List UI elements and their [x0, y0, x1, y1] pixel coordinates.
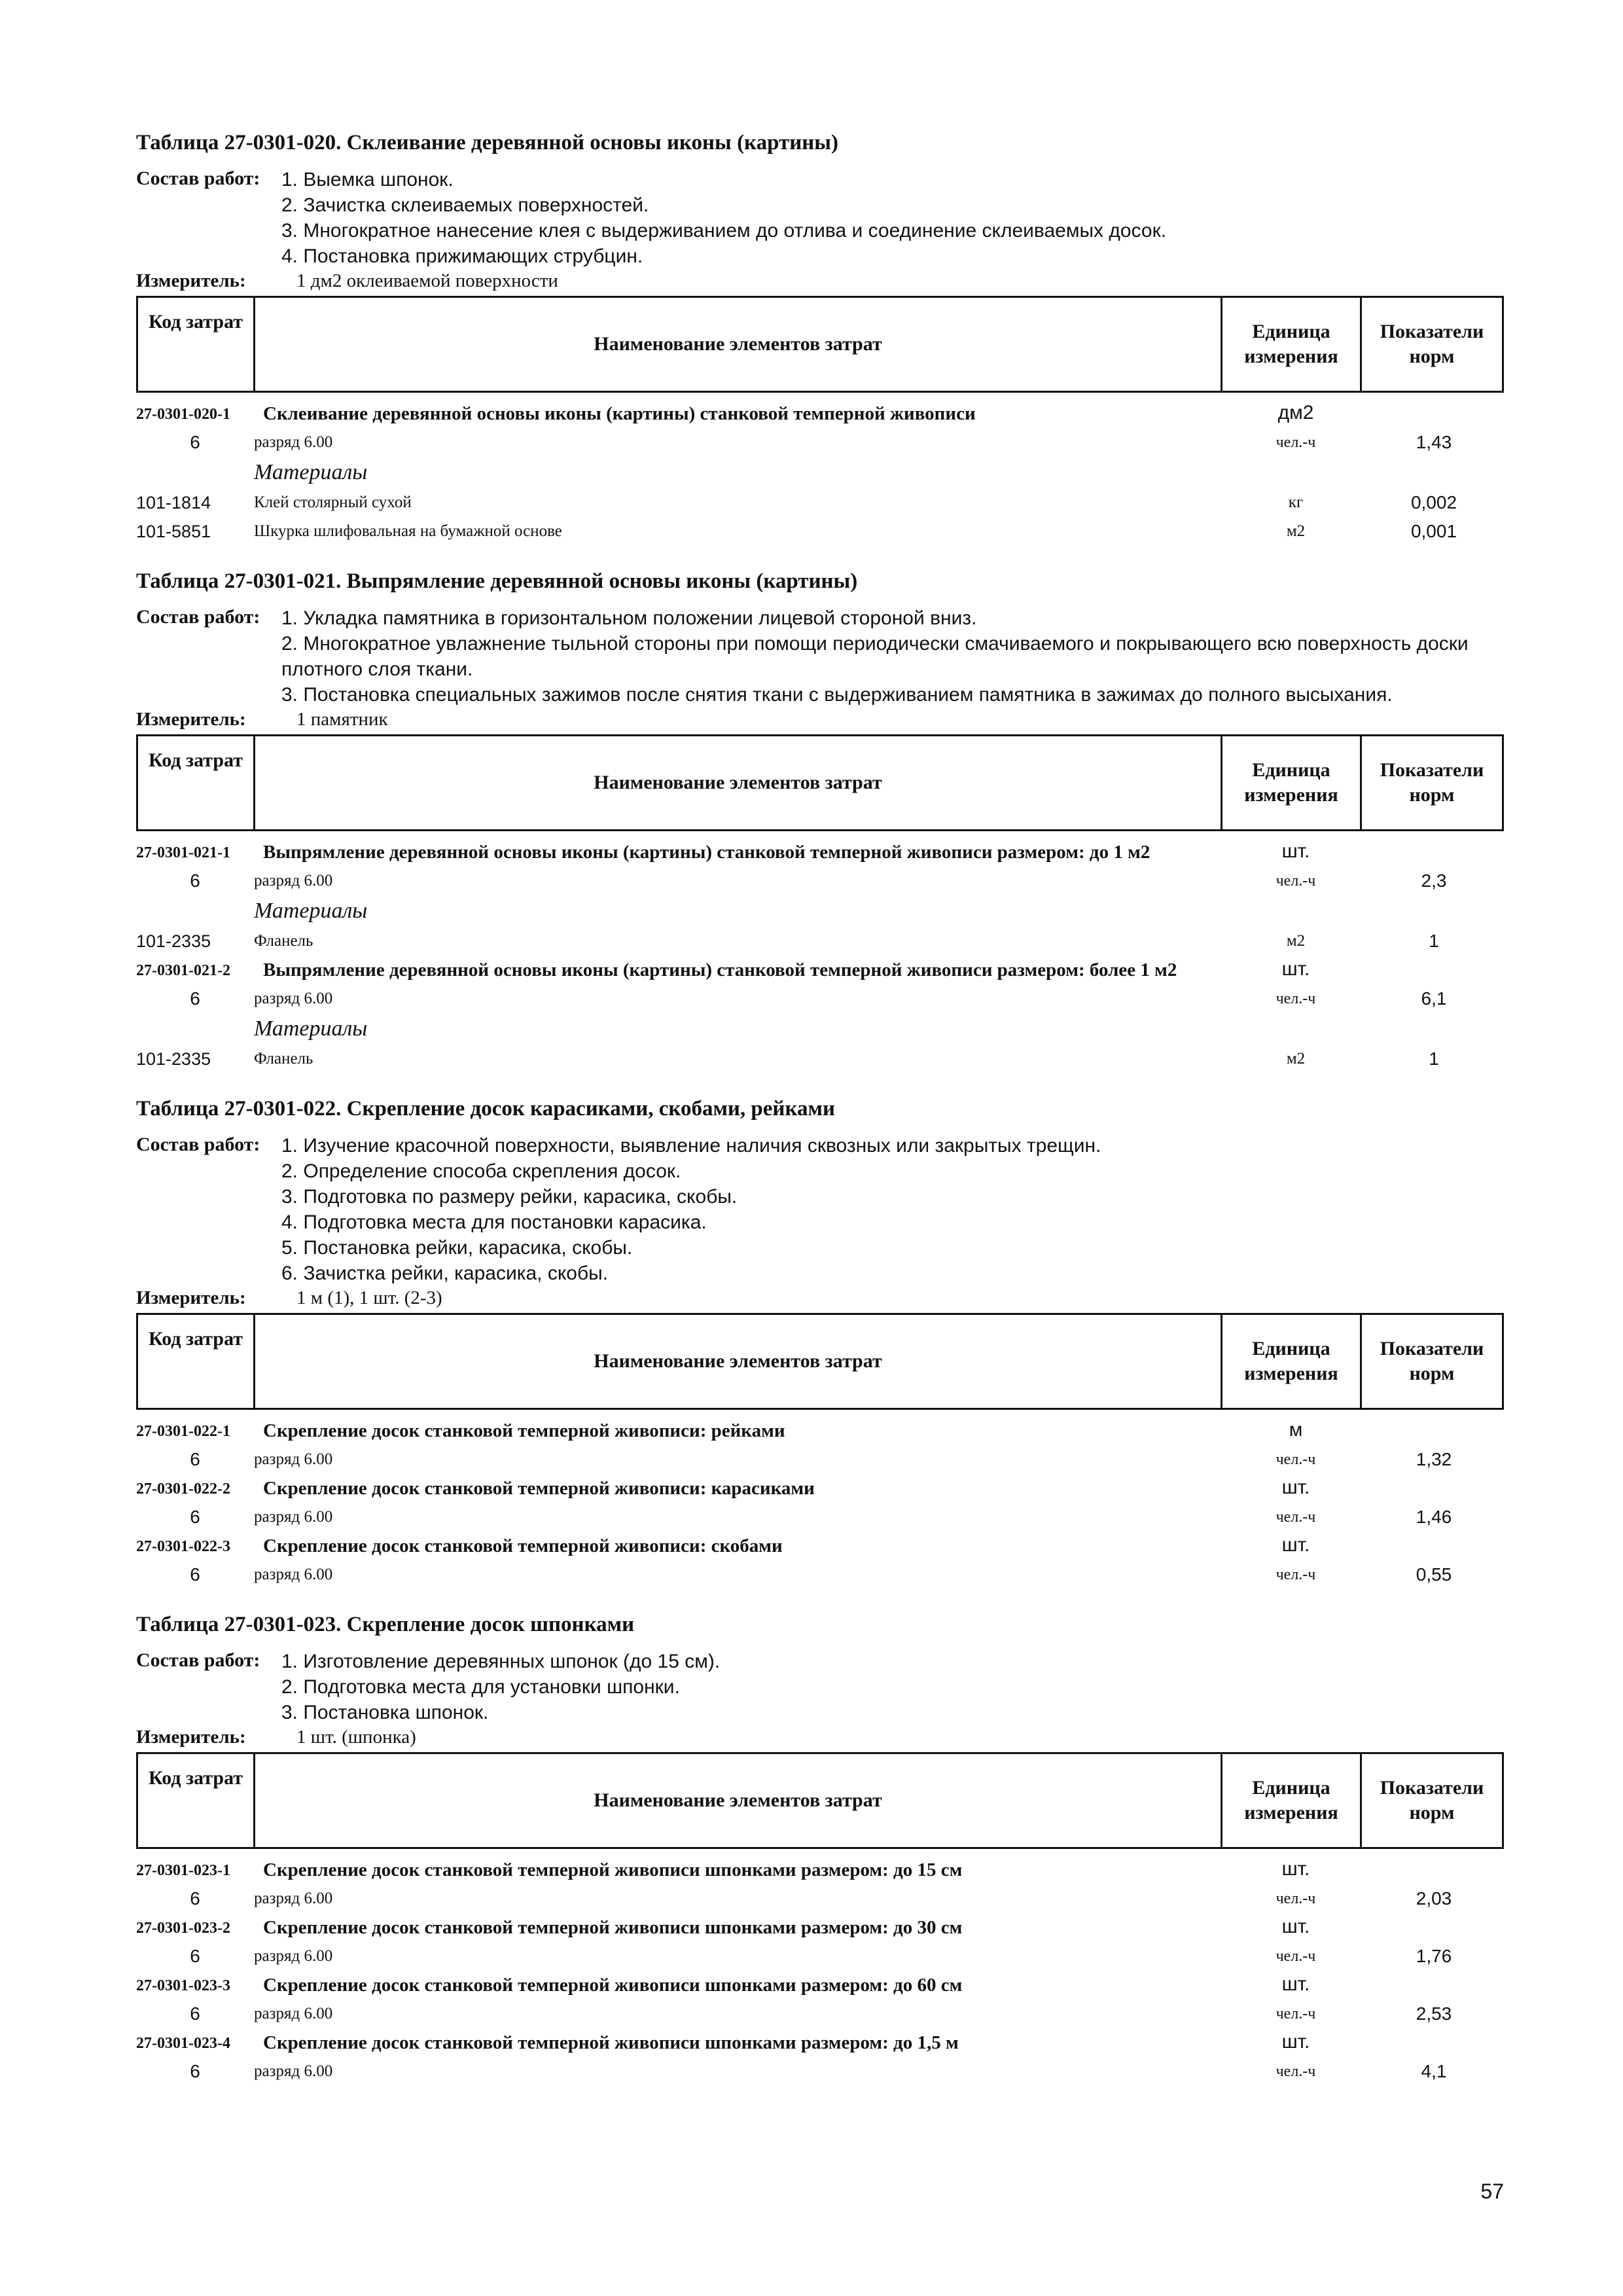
row-name: Клей столярный сухой — [254, 493, 412, 511]
row-name: разряд 6.00 — [254, 872, 333, 889]
row-name: разряд 6.00 — [254, 990, 333, 1007]
table-row — [136, 1013, 1504, 1045]
row-name: Материалы — [254, 899, 368, 923]
work-list — [281, 1649, 1504, 1725]
row-name: Фланель — [254, 932, 313, 950]
table-header — [136, 296, 1504, 393]
row-value: 6,1 — [1421, 988, 1447, 1009]
row-unit: шт. — [1281, 1973, 1310, 1995]
measure-row — [136, 709, 1504, 730]
row-value: 1 — [1429, 1049, 1439, 1069]
row-code: 6 — [190, 1449, 200, 1469]
row-code: 6 — [190, 2061, 200, 2081]
work-composition — [136, 1649, 1504, 1725]
table-row — [136, 867, 1504, 895]
table-row — [136, 2031, 1504, 2054]
row-unit: шт. — [1281, 1916, 1310, 1937]
work-item: 3. Многократное нанесение клея с выдерживанием до отлива и соединение склеиваемых досок. — [281, 220, 1167, 242]
measure-value: 1 м (1), 1 шт. (2-3) — [296, 1287, 442, 1308]
header-code: Код затрат — [148, 1767, 243, 1789]
table-row — [136, 895, 1504, 927]
header-value: Показатели норм — [1360, 1315, 1502, 1408]
row-unit: чел.-ч — [1275, 433, 1316, 451]
row-unit: м — [1289, 1419, 1303, 1441]
row-name: Материалы — [254, 460, 368, 484]
row-code: 6 — [190, 870, 200, 891]
work-item: 6. Зачистка рейки, карасика, скобы. — [281, 1263, 609, 1284]
row-code: 6 — [190, 1888, 200, 1909]
row-code — [136, 471, 254, 475]
row-code: 101-2335 — [136, 931, 211, 951]
row-value: 0,002 — [1410, 492, 1457, 512]
row-name: Шкурка шлифовальная на бумажной основе — [254, 522, 562, 540]
row-code: 6 — [190, 1564, 200, 1585]
work-list — [281, 605, 1504, 708]
row-unit: чел.-ч — [1275, 1508, 1316, 1526]
row-name: Склеивание деревянной основы иконы (картины) станковой темперной живописи — [263, 403, 976, 424]
row-unit: кг — [1288, 493, 1304, 511]
row-name: Скрепление досок станковой темперной живописи шпонками размером: до 30 см — [263, 1917, 963, 1938]
row-code: 27-0301-021-1 — [136, 844, 230, 861]
work-list — [281, 167, 1504, 269]
header-unit: Единица измерения — [1221, 1754, 1360, 1847]
table-row — [136, 402, 1504, 425]
row-code: 27-0301-020-1 — [136, 406, 230, 423]
header-name: Наименование элементов затрат — [253, 1315, 1221, 1408]
row-name: разряд 6.00 — [254, 1450, 333, 1468]
row-code — [136, 1027, 254, 1031]
work-list — [281, 1133, 1504, 1286]
measure-row — [136, 270, 1504, 292]
table-row — [136, 457, 1504, 488]
row-unit: шт. — [1281, 1858, 1310, 1880]
row-name: Скрепление досок станковой темперной живописи шпонками размером: до 1,5 м — [263, 2032, 959, 2053]
row-unit: м2 — [1286, 1050, 1306, 1067]
row-code: 6 — [190, 988, 200, 1009]
measure-row — [136, 1727, 1504, 1748]
header-code: Код затрат — [148, 749, 243, 771]
row-code: 6 — [190, 2003, 200, 2024]
row-unit: шт. — [1281, 958, 1310, 980]
table-row — [136, 1045, 1504, 1073]
work-label: Состав работ: — [136, 1649, 260, 1671]
measure-value: 1 дм2 оклеиваемой поверхности — [296, 270, 558, 291]
work-item: 2. Многократное увлажнение тыльной стороны при помощи периодически смачиваемого и покрывающего всю поверхность доски плотного слоя ткани. — [281, 633, 1469, 680]
table-header — [136, 1313, 1504, 1410]
header-value: Показатели норм — [1360, 1754, 1502, 1847]
row-unit: чел.-ч — [1275, 872, 1316, 889]
table-title: Таблица 27-0301-022. Скрепление досок карасиками, скобами, рейками — [136, 1097, 835, 1121]
row-code: 27-0301-022-3 — [136, 1538, 230, 1555]
row-value: 0,001 — [1410, 521, 1457, 541]
row-code: 6 — [190, 432, 200, 452]
work-item: 2. Зачистка склеиваемых поверхностей. — [281, 194, 649, 216]
row-name: Выпрямление деревянной основы иконы (картины) станковой темперной живописи размером: более 1 м2 — [263, 960, 1177, 980]
table-row — [136, 488, 1504, 517]
document-page — [136, 131, 1504, 2109]
row-code: 27-0301-023-1 — [136, 1862, 230, 1879]
table-title: Таблица 27-0301-020. Склеивание деревянной основы иконы (картины) — [136, 131, 838, 154]
row-unit: чел.-ч — [1275, 1890, 1316, 1907]
measure-label: Измеритель: — [136, 1727, 246, 1748]
row-value: 1 — [1429, 931, 1439, 951]
row-value: 2,3 — [1421, 870, 1447, 891]
table-section — [136, 1613, 1504, 2086]
work-composition — [136, 167, 1504, 269]
row-value: 1,46 — [1416, 1507, 1452, 1527]
row-name: Скрепление досок станковой темперной живописи: карасиками — [263, 1478, 815, 1499]
work-item: 3. Постановка шпонок. — [281, 1702, 489, 1723]
row-code: 101-5851 — [136, 521, 211, 541]
work-item: 1. Укладка памятника в горизонтальном положении лицевой стороной вниз. — [281, 607, 977, 629]
row-name: Выпрямление деревянной основы иконы (картины) станковой темперной живописи размером: до 1 м2 — [263, 842, 1150, 863]
table-row — [136, 927, 1504, 956]
header-name: Наименование элементов затрат — [253, 736, 1221, 829]
table-row — [136, 1973, 1504, 1997]
row-unit: чел.-ч — [1275, 1450, 1316, 1468]
work-label: Состав работ: — [136, 168, 260, 189]
row-unit: чел.-ч — [1275, 1947, 1316, 1965]
table-row — [136, 1560, 1504, 1589]
row-unit: чел.-ч — [1275, 2062, 1316, 2080]
table-row — [136, 984, 1504, 1013]
row-value: 1,76 — [1416, 1946, 1452, 1966]
row-name: Материалы — [254, 1016, 368, 1041]
row-value: 2,03 — [1416, 1888, 1452, 1909]
table-row — [136, 1858, 1504, 1882]
work-item: 3. Постановка специальных зажимов после снятия ткани с выдерживанием памятника в зажимах до полного высыхания. — [281, 684, 1393, 706]
table-row — [136, 428, 1504, 457]
table-row — [136, 1942, 1504, 1971]
table-row — [136, 2000, 1504, 2028]
header-unit: Единица измерения — [1221, 736, 1360, 829]
work-composition — [136, 1133, 1504, 1286]
header-code: Код затрат — [148, 311, 243, 332]
table-row — [136, 1503, 1504, 1532]
row-name: разряд 6.00 — [254, 1890, 333, 1907]
row-name: Скрепление досок станковой темперной живописи шпонками размером: до 60 см — [263, 1975, 963, 1996]
work-item: 4. Подготовка места для постановки карасика. — [281, 1211, 707, 1233]
work-composition — [136, 605, 1504, 708]
table-section — [136, 1097, 1504, 1589]
row-code: 27-0301-023-2 — [136, 1920, 230, 1937]
row-code: 101-1814 — [136, 492, 211, 512]
table-title: Таблица 27-0301-023. Скрепление досок шпонками — [136, 1613, 635, 1636]
measure-value: 1 шт. (шпонка) — [296, 1727, 416, 1748]
row-name: разряд 6.00 — [254, 2062, 333, 2080]
table-row — [136, 2057, 1504, 2086]
table-section — [136, 131, 1504, 546]
row-code: 27-0301-022-1 — [136, 1423, 230, 1440]
row-code: 27-0301-023-4 — [136, 2035, 230, 2052]
table-header — [136, 734, 1504, 831]
table-header — [136, 1752, 1504, 1849]
row-code: 27-0301-022-2 — [136, 1480, 230, 1498]
header-value: Показатели норм — [1360, 736, 1502, 829]
header-unit: Единица измерения — [1221, 298, 1360, 391]
measure-label: Измеритель: — [136, 709, 246, 730]
work-item: 5. Постановка рейки, карасика, скобы. — [281, 1237, 633, 1259]
table-row — [136, 517, 1504, 546]
row-unit: чел.-ч — [1275, 1566, 1316, 1583]
work-item: 1. Изучение красочной поверхности, выявление наличия сквозных или закрытых трещин. — [281, 1135, 1101, 1157]
header-name: Наименование элементов затрат — [253, 1754, 1221, 1847]
measure-label: Измеритель: — [136, 270, 246, 291]
row-name: разряд 6.00 — [254, 1947, 333, 1965]
measure-value: 1 памятник — [296, 709, 388, 730]
row-value: 1,43 — [1416, 432, 1452, 452]
row-name: разряд 6.00 — [254, 1566, 333, 1583]
row-code: 27-0301-021-2 — [136, 962, 230, 979]
row-code: 6 — [190, 1507, 200, 1527]
page-number: 57 — [1480, 2179, 1504, 2203]
row-name: Скрепление досок станковой темперной живописи: рейками — [263, 1420, 785, 1441]
table-row — [136, 1916, 1504, 1939]
row-name: Фланель — [254, 1050, 313, 1067]
row-value: 4,1 — [1421, 2061, 1447, 2081]
table-row — [136, 1419, 1504, 1443]
row-unit: дм2 — [1277, 402, 1314, 423]
row-unit: шт. — [1281, 1534, 1310, 1556]
row-code: 6 — [190, 1946, 200, 1966]
row-value: 1,32 — [1416, 1449, 1452, 1469]
work-item: 4. Постановка прижимающих струбцин. — [281, 245, 643, 267]
table-row — [136, 1477, 1504, 1500]
work-item: 2. Определение способа скрепления досок. — [281, 1160, 681, 1182]
row-code: 27-0301-023-3 — [136, 1977, 230, 1994]
row-name: разряд 6.00 — [254, 433, 333, 451]
row-unit: м2 — [1286, 522, 1306, 540]
work-item: 1. Выемка шпонок. — [281, 169, 454, 190]
row-name: разряд 6.00 — [254, 2005, 333, 2022]
row-code — [136, 909, 254, 913]
table-row — [136, 958, 1504, 982]
measure-row — [136, 1287, 1504, 1309]
table-row — [136, 1884, 1504, 1913]
row-unit: чел.-ч — [1275, 2005, 1316, 2022]
header-value: Показатели норм — [1360, 298, 1502, 391]
row-value: 0,55 — [1416, 1564, 1452, 1585]
work-label: Состав работ: — [136, 1134, 260, 1155]
work-label: Состав работ: — [136, 606, 260, 628]
row-name: Скрепление досок станковой темперной живописи шпонками размером: до 15 см — [263, 1859, 963, 1880]
table-section — [136, 569, 1504, 1073]
header-name: Наименование элементов затрат — [253, 298, 1221, 391]
row-name: Скрепление досок станковой темперной живописи: скобами — [263, 1535, 783, 1556]
measure-label: Измеритель: — [136, 1287, 246, 1308]
header-code: Код затрат — [148, 1328, 243, 1350]
row-unit: шт. — [1281, 1477, 1310, 1498]
header-unit: Единица измерения — [1221, 1315, 1360, 1408]
work-item: 1. Изготовление деревянных шпонок (до 15 см). — [281, 1651, 721, 1672]
row-code: 101-2335 — [136, 1049, 211, 1069]
table-row — [136, 1534, 1504, 1558]
table-title: Таблица 27-0301-021. Выпрямление деревянной основы иконы (картины) — [136, 569, 858, 593]
row-value: 2,53 — [1416, 2003, 1452, 2024]
work-item: 3. Подготовка по размеру рейки, карасика, скобы. — [281, 1186, 738, 1208]
table-row — [136, 840, 1504, 864]
table-row — [136, 1445, 1504, 1474]
row-unit: м2 — [1286, 932, 1306, 950]
row-name: разряд 6.00 — [254, 1508, 333, 1526]
row-unit: чел.-ч — [1275, 990, 1316, 1007]
row-unit: шт. — [1281, 2031, 1310, 2053]
row-unit: шт. — [1281, 840, 1310, 862]
work-item: 2. Подготовка места для установки шпонки. — [281, 1676, 680, 1698]
